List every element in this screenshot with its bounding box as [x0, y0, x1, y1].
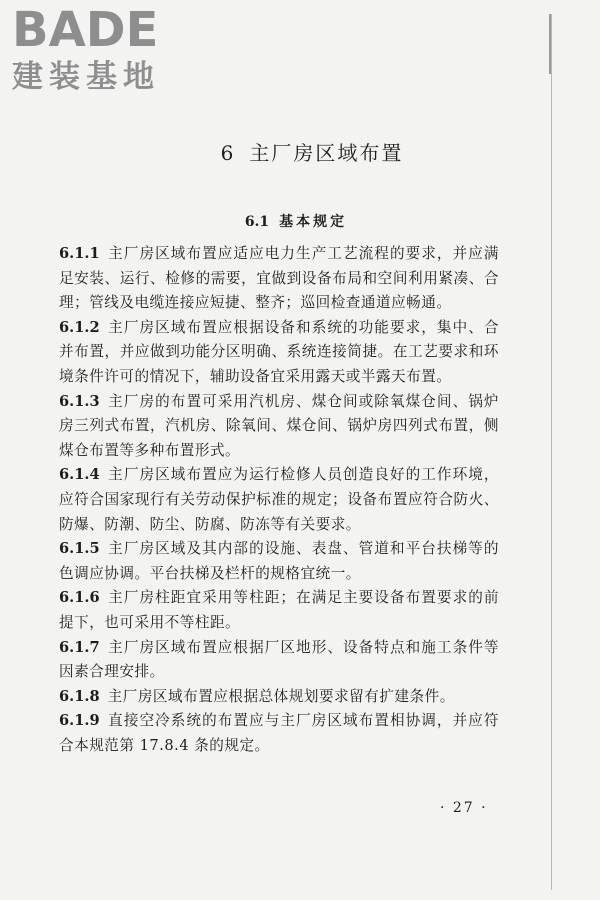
section-number: 6.1 — [244, 214, 270, 230]
clause-number: 6.1.2 — [59, 318, 100, 336]
clause-text: 主厂房区域布置应根据厂区地形、设备特点和施工条件等因素合理安排。 — [59, 638, 499, 681]
clause-6-1-9 — [59, 709, 499, 758]
page-number: · 27 · — [440, 800, 488, 816]
clause-6-1-3 — [59, 390, 499, 464]
clause-text: 直接空冷系统的布置应与主厂房区域布置相协调，并应符合本规范第 17.8.4 条的规定。 — [59, 712, 499, 754]
logo-brand: BADE — [12, 2, 159, 58]
clause-text: 主厂房区域及其内部的设施、表盘、管道和平台扶梯等的色调应协调。平台扶梯及栏杆的规格宜统一。 — [59, 540, 499, 582]
section-title — [20, 211, 572, 233]
clause-6-1-5 — [59, 537, 499, 586]
clause-6-1-8 — [59, 685, 499, 710]
clause-text: 主厂房区域布置应为运行检修人员创造良好的工作环境，应符合国家现行有关劳动保护标准的规定；设备布置应符合防火、防爆、防潮、防尘、防腐、防冻等有关要求。 — [59, 466, 499, 533]
section-title-text: 基本规定 — [279, 214, 348, 230]
clause-6-1-2 — [59, 316, 499, 390]
chapter-title-text: 主厂房区域布置 — [249, 141, 404, 165]
chapter-number: 6 — [220, 141, 236, 165]
clause-text: 主厂房区域布置应根据设备和系统的功能要求，集中、合并布置，并应做到功能分区明确、系统连接简捷。在工艺要求和环境条件许可的情况下，辅助设备宜采用露天或半露天布置。 — [59, 318, 499, 385]
clause-number: 6.1.8 — [59, 687, 100, 705]
clause-number: 6.1.5 — [59, 540, 100, 558]
clause-6-1-6 — [59, 586, 499, 635]
clause-6-1-1 — [59, 242, 499, 316]
clause-6-1-4 — [59, 463, 499, 537]
clause-number: 6.1.6 — [59, 589, 100, 607]
clause-text: 主厂房区域布置应适应电力生产工艺流程的要求，并应满足安装、运行、检修的需要，宜做到设备布局和空间利用紧凑、合理；管线及电缆连接应短捷、整齐；巡回检查通道应畅通。 — [59, 245, 499, 312]
clause-number: 6.1.1 — [59, 245, 100, 262]
clause-list — [59, 242, 499, 758]
bade-logo — [12, 2, 182, 98]
clause-6-1-7 — [59, 636, 499, 685]
clause-text: 主厂房的布置可采用汽机房、煤仓间或除氧煤仓间、锅炉房三列式布置，汽机房、除氧间、煤仓间、锅炉房四列式布置，侧煤仓布置等多种布置形式。 — [59, 392, 499, 459]
clause-number: 6.1.3 — [59, 392, 100, 410]
clause-text: 主厂房柱距宜采用等柱距；在满足主要设备布置要求的前提下，也可采用不等柱距。 — [59, 589, 499, 631]
clause-number: 6.1.7 — [59, 638, 100, 656]
clause-number: 6.1.4 — [59, 466, 100, 484]
chapter-title — [36, 138, 588, 168]
logo-subtitle: 建装基地 — [12, 59, 160, 95]
clause-number: 6.1.9 — [59, 712, 100, 730]
clause-text: 主厂房区域布置应根据总体规划要求留有扩建条件。 — [107, 687, 455, 705]
